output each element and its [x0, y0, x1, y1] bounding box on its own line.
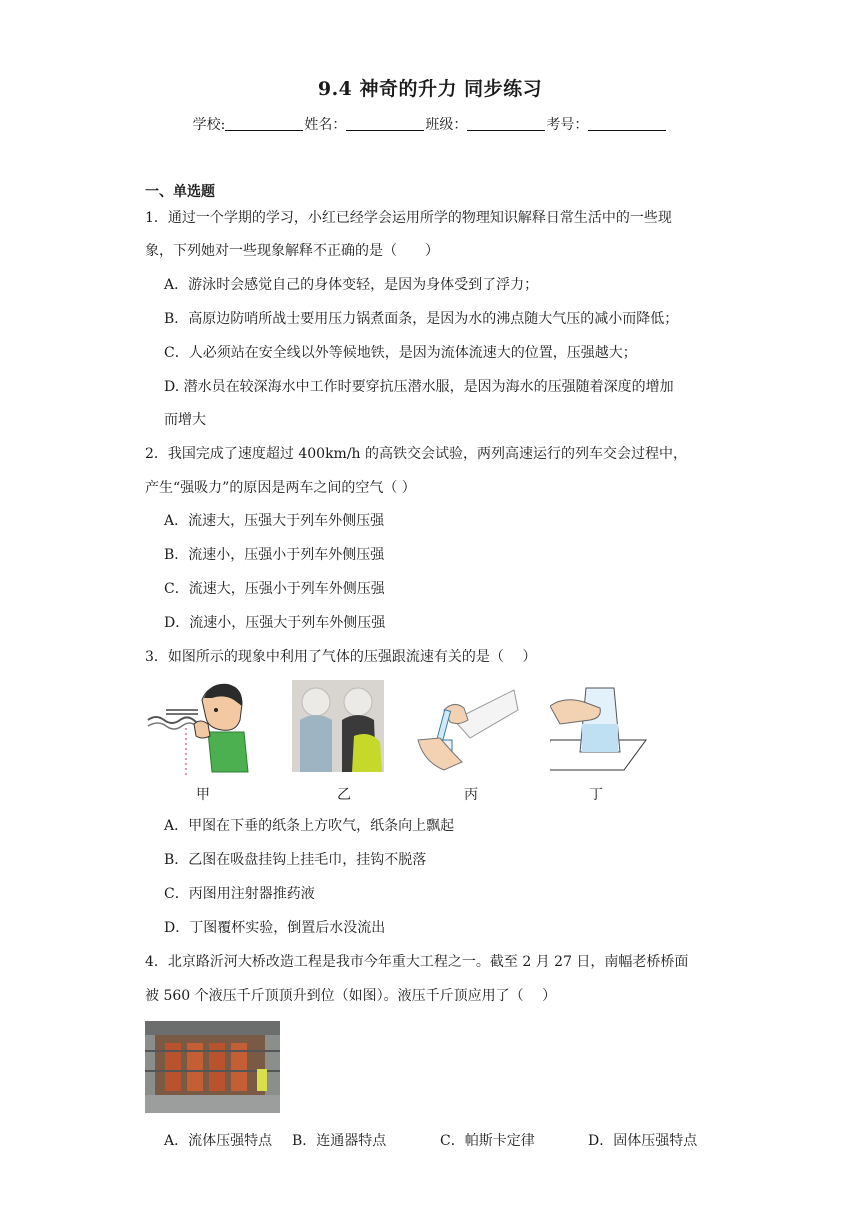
question-4-stem: 4．北京路沂河大桥改造工程是我市今年重大工程之一。截至 2 月 27 日，南幅老桥桥面: [145, 954, 689, 970]
boy-blowing-figure: [146, 680, 251, 780]
figure-caption-jia: 甲: [196, 787, 210, 803]
inverted-cup-figure: [550, 680, 650, 772]
question-1-option-a[interactable]: A．游泳时会感觉自己的身体变轻，是因为身体受到了浮力；: [164, 277, 539, 293]
question-4-option-b[interactable]: B．连通器特点: [292, 1133, 387, 1149]
question-2-option-b[interactable]: B．流速小，压强小于列车外侧压强: [164, 547, 385, 563]
question-1-option-d-cont[interactable]: 而增大: [164, 412, 206, 428]
student-info-row: [0, 114, 860, 134]
bridge-jack-photo: [145, 1021, 280, 1113]
question-3-option-d[interactable]: D．丁图覆杯实验，倒置后水没流出: [164, 920, 386, 936]
question-3-figures: [146, 680, 646, 803]
section-heading: 一、单选题: [145, 184, 215, 200]
figure-caption-bing: 丙: [464, 787, 478, 803]
suction-hook-figure: [292, 680, 384, 772]
question-2-stem: 2．我国完成了速度超过 400km/h 的高铁交会试验，两列高速运行的列车交会过程中，: [145, 446, 688, 462]
school-label: 学校:: [192, 117, 226, 133]
question-3-stem: 3．如图所示的现象中利用了气体的压强跟流速有关的是（ ）: [145, 649, 537, 665]
question-3-option-b[interactable]: B．乙图在吸盘挂钩上挂毛巾，挂钩不脱落: [164, 852, 427, 868]
class-blank[interactable]: [467, 116, 545, 131]
question-2-option-a[interactable]: A．流速大，压强大于列车外侧压强: [164, 513, 385, 529]
question-4-option-c[interactable]: C．帕斯卡定律: [440, 1133, 535, 1149]
figure-caption-yi: 乙: [337, 787, 351, 803]
question-3-option-a[interactable]: A．甲图在下垂的纸条上方吹气，纸条向上飘起: [164, 818, 455, 834]
question-4-stem: 被 560 个液压千斤顶顶升到位（如图）。液压千斤顶应用了（ ）: [145, 988, 557, 1004]
question-1-option-d[interactable]: D. 潜水员在较深海水中工作时要穿抗压潜水服，是因为海水的压强随着深度的增加: [164, 379, 674, 395]
class-label: 班级：: [425, 117, 468, 133]
question-2-stem: 产生“强吸力”的原因是两车之间的空气（ ）: [145, 480, 416, 496]
name-label: 姓名：: [304, 117, 347, 133]
school-blank[interactable]: [225, 116, 303, 131]
question-2-option-c[interactable]: C．流速大，压强小于列车外侧压强: [164, 581, 385, 597]
question-1-option-c[interactable]: C．人必须站在安全线以外等候地铁，是因为流体流速大的位置，压强越大；: [164, 345, 637, 361]
question-1-stem: 1．通过一个学期的学习，小红已经学会运用所学的物理知识解释日常生活中的一些现: [145, 210, 672, 226]
question-1-stem: 象，下列她对一些现象解释不正确的是（ ）: [145, 243, 439, 259]
question-4-option-a[interactable]: A．流体压强特点: [164, 1133, 273, 1149]
question-4-options: [164, 1131, 724, 1151]
figure-caption-ding: 丁: [589, 787, 603, 803]
exam-no-label: 考号：: [546, 117, 589, 133]
syringe-figure: [414, 680, 519, 780]
page-title: 9.4 神奇的升力 同步练习: [317, 78, 543, 100]
question-1-option-b[interactable]: B．高原边防哨所战士要用压力锅煮面条，是因为水的沸点随大气压的减小而降低；: [164, 311, 679, 327]
exam-no-blank[interactable]: [588, 116, 666, 131]
name-blank[interactable]: [346, 116, 424, 131]
question-2-option-d[interactable]: D．流速小，压强大于列车外侧压强: [164, 615, 386, 631]
question-4-option-d[interactable]: D．固体压强特点: [588, 1133, 698, 1149]
question-3-option-c[interactable]: C．丙图用注射器推药液: [164, 886, 315, 902]
